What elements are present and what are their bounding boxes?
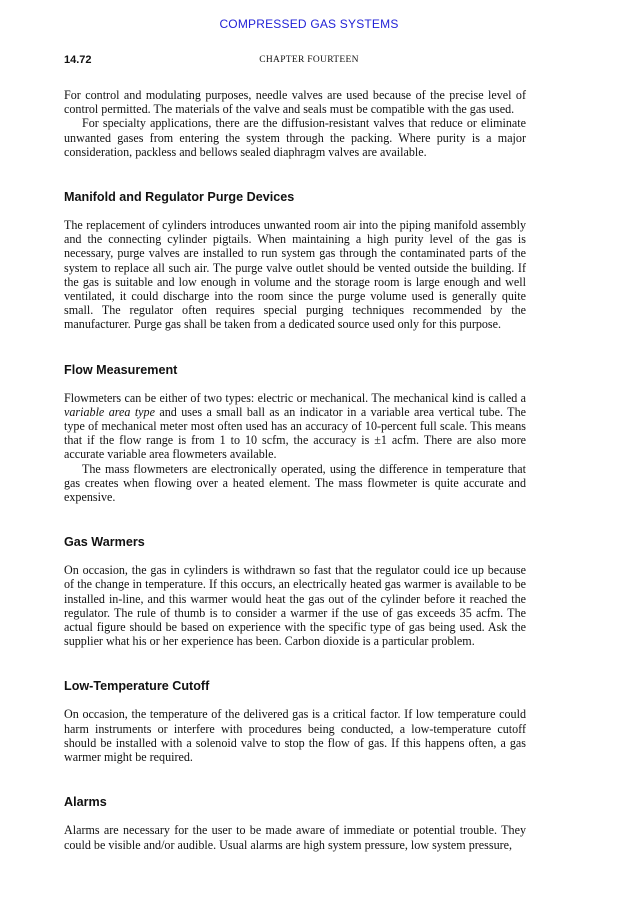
section-heading-manifold-purge: Manifold and Regulator Purge Devices [64,190,295,205]
page-number: 14.72 [64,54,92,66]
section-heading-alarms: Alarms [64,795,107,810]
flowmeter-text-start: Flowmeters can be either of two types: electric or mechanical. The mechanical kind is called a [64,390,526,405]
paragraph-mass-flowmeters: The mass flowmeters are electronically operated, using the difference in temperature that gas creates when flowing over a heated element. The mass flowmeter is quite accurate and expensive. [64,461,526,505]
chapter-label: CHAPTER FOURTEEN [259,55,359,65]
body-text [64,88,526,852]
variable-area-term: variable area type [64,404,155,419]
paragraph-needle-valves: For control and modulating purposes, needle valves are used because of the precise level of control permitted. The materials of the valve and seals must be compatible with the gas used. [64,88,526,117]
paragraph-specialty-valves: For specialty applications, there are the diffusion-resistant valves that reduce or eliminate unwanted gases from entering the system through the packing. Where purity is a major consideration, packless and bellows sealed diaphragm valves are available. [64,116,526,159]
section-heading-flow-measurement: Flow Measurement [64,362,178,377]
paragraph-manifold-purge: The replacement of cylinders introduces unwanted room air into the piping manifold assembly and the connecting cylinder pigtails. When maintaining a high purity level of the gas is necessary, purge valves are installed to run system gas through the contaminated parts of the system to replace all such air. The purge valve outlet should be vented outside the building. If the gas is suitable and low enough in volume and the storage room is large enough and well ventilated, it could discharge into the room since the purge volume used is generally quite small. The regulator often requires special purging techniques recommended by the manufacturer. Purge gas shall be taken from a dedicated source used only for this purpose. [64,218,526,332]
flowmeter-text-end: and uses a small ball as an indicator in a variable area vertical tube. The type of mechanical meter most often used has an accuracy of 10-percent full scale. This means that if the flow range is from 1 to 10 scfm, the accuracy is ±1 acfm. There are also more accurate variable area flowmeters available. [64,404,526,462]
section-heading-gas-warmers: Gas Warmers [64,535,145,550]
paragraph-gas-warmers: On occasion, the gas in cylinders is withdrawn so fast that the regulator could ice up because of the change in temperature. If this occurs, an electrically heated gas warmer is available to be installed in-line, and this warmer would heat the gas out of the cylinder before it reached the regulator. The rule of thumb is to consider a warmer if the use of gas exceeds 35 acfm. The actual figure should be based on experience with the specific type of gas being used. Ask the supplier what his or her experience has been. Carbon dioxide is a particular problem. [64,563,526,649]
paragraph-flowmeter-types [64,391,526,462]
paragraph-low-temperature-cutoff: On occasion, the temperature of the delivered gas is a critical factor. If low temperature could harm instruments or interfere with procedures being conducted, a low-temperature cutoff should be installed with a solenoid valve to stop the flow of gas. If this happens often, a gas warmer might be required. [64,707,526,765]
section-heading-low-temperature-cutoff: Low-Temperature Cutoff [64,679,210,694]
paragraph-alarms: Alarms are necessary for the user to be made aware of immediate or potential trouble. They could be visible and/or audible. Usual alarms are high system pressure, low system pressure, [64,823,526,852]
running-head: COMPRESSED GAS SYSTEMS [219,17,399,31]
